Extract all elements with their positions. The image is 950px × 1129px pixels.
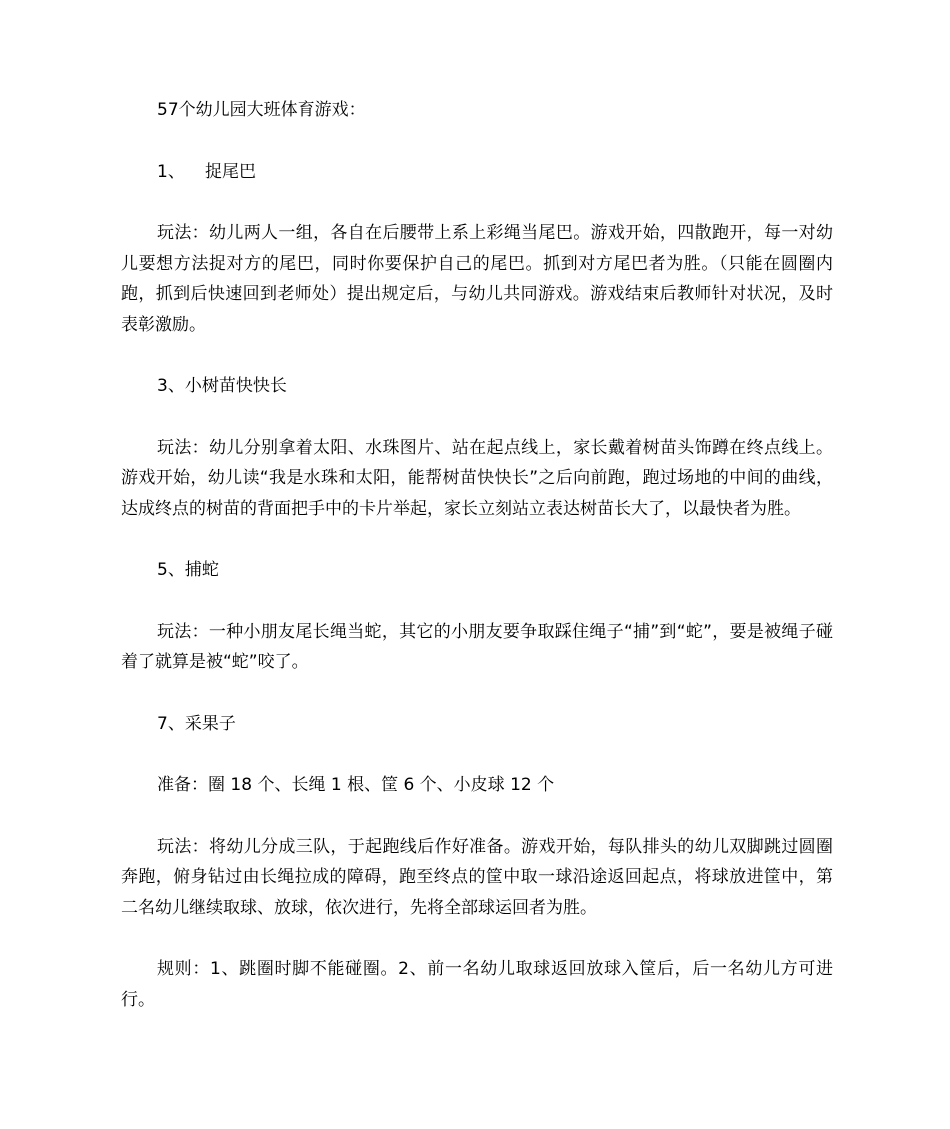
document-title: 57个幼儿园大班体育游戏： xyxy=(157,100,366,120)
section-body-1: 玩法：幼儿两人一组，各自在后腰带上系上彩绳当尾巴。游戏开始，四散跑开，每一对幼儿要想方法捉对方的尾巴，同时你要保护自己的尾巴。抓到对方尾巴者为胜。（只能在圆圈内跑，抓到后快速回到老师处）提出规定后，与幼儿共同游戏。游戏结束后教师针对状况，及时表彰激励。 xyxy=(121,223,833,335)
heading-number: 1、 xyxy=(157,161,185,182)
section-heading-3: 3、小树苗快快长 xyxy=(157,376,287,396)
section-body-5: 玩法：一种小朋友尾长绳当蛇，其它的小朋友要争取踩住绳子“捕”到“蛇”，要是被绳子碰着了就算是被“蛇”咬了。 xyxy=(121,621,833,672)
section-rules-7: 规则：1、跳圈时脚不能碰圈。2、前一名幼儿取球返回放球入筐后，后一名幼儿方可进行。 xyxy=(121,959,833,1010)
heading-text: 捉尾巴 xyxy=(205,161,256,182)
section-heading-5: 5、捕蛇 xyxy=(157,560,219,580)
section-heading-7: 7、采果子 xyxy=(157,713,236,734)
section-body-7: 玩法：将幼儿分成三队，于起跑线后作好准备。游戏开始，每队排头的幼儿双脚跳过圆圈奔跑，俯身钻过由长绳拉成的障碍，跑至终点的筐中取一球沿途返回起点，将球放进筐中，第二名幼儿继续取球、放球，依次进行，先将全部球运回者为胜。 xyxy=(121,836,833,918)
section-body-3: 玩法：幼儿分别拿着太阳、水珠图片、站在起点线上，家长戴着树苗头饰蹲在终点线上。游戏开始，幼儿读“我是水珠和太阳，能帮树苗快快长”之后向前跑，跑过场地的中间的曲线，达成终点的树苗的背面把手中的卡片举起，家长立刻站立表达树苗长大了，以最快者为胜。 xyxy=(121,437,833,519)
section-prep-7: 准备：圈 18 个、长绳 1 根、筐 6 个、小皮球 12 个 xyxy=(157,775,555,795)
section-heading-1 xyxy=(121,157,833,188)
document-content xyxy=(121,95,833,1015)
